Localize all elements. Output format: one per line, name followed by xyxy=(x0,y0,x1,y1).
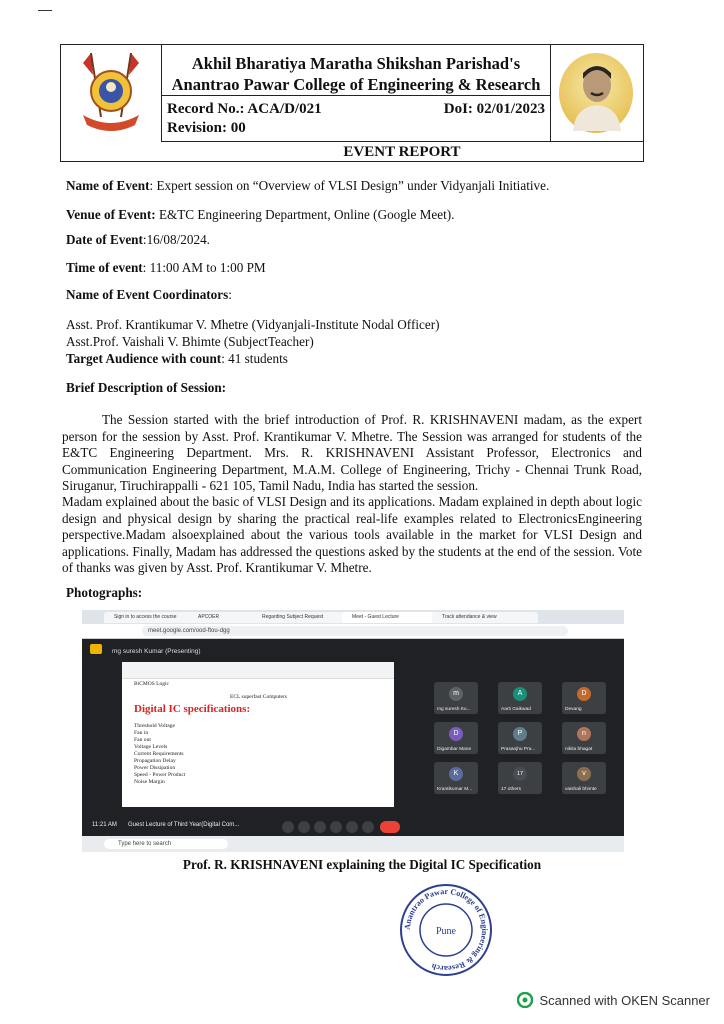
present-icon xyxy=(346,821,358,833)
slide-item: Power Dissipation xyxy=(134,765,176,771)
participant-tile xyxy=(434,682,478,714)
participant-tile xyxy=(562,682,606,714)
report-title: EVENT REPORT xyxy=(161,141,643,162)
time-label: Time of event xyxy=(66,260,143,275)
more-icon xyxy=(362,821,374,833)
event-name-value: : Expert session on “Overview of VLSI Design” under Vidyanjali Initiative. xyxy=(149,178,550,193)
slide-item: Threshold Voltage xyxy=(134,723,175,729)
top-mark xyxy=(38,10,52,11)
browser-tab-active: Meet - Guest Lecture xyxy=(342,612,438,623)
avatar: 17 xyxy=(513,767,527,781)
participant-tile xyxy=(498,722,542,754)
participant-name: 17 others xyxy=(501,787,522,792)
coordinators-label: Name of Event Coordinators xyxy=(66,287,229,302)
description-paragraph-2: Madam explained about the basic of VLSI Design and its applications. Madam explained in depth about logic design and physical design by sharing the practical real-life examples related to ElectronicsEngineering perspective.Madam alsoexplained about the various tools available in the market for VLSI Design and applications. Finally, Madam has addressed the questions asked by the students at the end of the session. Vote of thanks was given by Asst. Prof. Krantikumar V. Mhetre. xyxy=(62,494,642,575)
event-name-label: Name of Event xyxy=(66,178,150,193)
slide-item: Fan in xyxy=(134,730,149,736)
stamp-center: Pune xyxy=(436,926,456,937)
slide-item: Voltage Levels xyxy=(134,744,168,750)
participant-name: Devang xyxy=(565,707,582,712)
browser-tab: Sign in to access the course xyxy=(104,612,194,623)
slide-item: Fan out xyxy=(134,737,151,743)
slide-item: Speed - Power Product xyxy=(134,772,186,778)
portrait-icon xyxy=(551,45,643,141)
audience-label: Target Audience with count xyxy=(66,351,222,366)
photographs-heading: Photographs: xyxy=(66,585,143,600)
slide-toolbar xyxy=(122,662,394,679)
participant-name: nikita bhagat xyxy=(565,747,593,752)
participant-name: Aarti Gaikwad xyxy=(501,707,531,712)
avatar: K xyxy=(449,767,463,781)
slide-item: Noise Margin xyxy=(134,779,165,785)
browser-tab: Regarding Subject Request xyxy=(252,612,348,623)
description-paragraph-1: The Session started with the brief introduction of Prof. R. KRISHNAVENI madam, as the expert person for the session by Asst. Prof. Krantikumar V. Mhetre. The Session was arranged for students of the E&TC Engineering Department. Mrs. R. KRISHNAVENI Assistant Professor, Electronics and Communication Engineering Department, M.A.M. College of Engineering, Trichy - Chennai Trunk Road, Siruganur, Tiruchirappalli - 621 105, Tamil Nadu, India has started the session. xyxy=(62,412,642,493)
coordinator-1: Asst. Prof. Krantikumar V. Mhetre (Vidyanjali-Institute Nodal Officer) xyxy=(66,317,440,332)
url-field: meet.google.com/ood-ftou-dgg xyxy=(142,626,568,636)
shared-slide xyxy=(122,662,394,807)
browser-tab: APCOER xyxy=(188,612,258,623)
participant-name: Krantikumar M... xyxy=(437,787,473,792)
avatar: n xyxy=(577,727,591,741)
date-of-issue: DoI: 02/01/2023 xyxy=(443,101,545,117)
windows-taskbar xyxy=(82,836,624,852)
taskbar-search: Type here to search xyxy=(104,839,228,849)
college-logo xyxy=(61,45,162,141)
meet-screenshot xyxy=(82,610,624,852)
avatar: m xyxy=(449,687,463,701)
slide-item: Propagation Delay xyxy=(134,758,176,764)
participant-name: mg suresh Ku... xyxy=(437,707,471,712)
description-heading: Brief Description of Session: xyxy=(66,380,227,395)
avatar: v xyxy=(577,767,591,781)
record-number: Record No.: ACA/D/021 xyxy=(167,101,322,117)
time-row xyxy=(66,260,266,276)
participant-tile xyxy=(498,762,542,794)
participant-tile xyxy=(434,762,478,794)
venue-value: E&TC Engineering Department, Online (Google Meet). xyxy=(155,207,455,222)
avatar: A xyxy=(513,687,527,701)
meet-time: 11:21 AM xyxy=(92,822,117,828)
meet-controls-bar xyxy=(82,818,624,836)
avatar: D xyxy=(449,727,463,741)
browser-tab: Track attendance & view xyxy=(432,612,538,623)
event-name-row xyxy=(66,178,549,194)
avatar: D xyxy=(577,687,591,701)
time-value: : 11:00 AM to 1:00 PM xyxy=(142,260,266,275)
mic-icon xyxy=(282,821,294,833)
slide-text: ECL superfast Computers xyxy=(230,694,287,700)
participant-name: Prasanjhu Pra... xyxy=(501,747,536,752)
photo-caption: Prof. R. KRISHNAVENI explaining the Digital IC Specification xyxy=(182,857,542,872)
audience-value: : 41 students xyxy=(221,351,288,366)
scanner-text: Scanned with OKEN Scanner xyxy=(539,992,710,1008)
coordinators-row xyxy=(66,287,232,303)
coordinators-colon: : xyxy=(228,287,232,302)
participant-name: Digambar Mane xyxy=(437,747,472,752)
presenter-label: mg suresh Kumar (Presenting) xyxy=(112,648,201,655)
venue-row xyxy=(66,207,454,223)
participant-tile xyxy=(562,762,606,794)
captions-icon xyxy=(314,821,326,833)
date-value: :16/08/2024. xyxy=(142,232,210,247)
slide-item: Current Requirements xyxy=(134,751,184,757)
end-call-icon xyxy=(380,821,400,833)
participant-tile xyxy=(562,722,606,754)
stamp-text: Anantrao Pawar College of Engineering & Research xyxy=(402,886,490,974)
slide-text: BiCMOS Logic xyxy=(134,681,169,687)
record-row xyxy=(161,95,551,142)
coordinator-2: Asst.Prof. Vaishali V. Bhimte (SubjectTeacher) xyxy=(66,334,314,349)
camera-icon xyxy=(298,821,310,833)
college-name: Anantrao Pawar College of Engineering & Research xyxy=(171,75,541,94)
audience-row xyxy=(66,351,288,367)
raise-hand-icon xyxy=(330,821,342,833)
participant-tile xyxy=(434,722,478,754)
institution-name: Akhil Bharatiya Maratha Shikshan Parishad's xyxy=(191,54,521,73)
date-row xyxy=(66,232,210,248)
scanner-watermark xyxy=(517,992,710,1008)
venue-label: Venue of Event: xyxy=(66,207,156,222)
document-header xyxy=(60,44,644,162)
avatar: P xyxy=(513,727,527,741)
founder-photo xyxy=(550,45,643,141)
slide-title: Digital IC specifications: xyxy=(134,703,251,715)
browser-url-bar xyxy=(82,624,624,639)
oken-logo-icon xyxy=(517,992,533,1008)
meet-logo-icon xyxy=(90,644,102,654)
revision: Revision: 00 xyxy=(167,120,246,136)
participant-name: vaishali bhimte xyxy=(565,787,597,792)
browser-tab-bar xyxy=(82,610,624,624)
date-label: Date of Event xyxy=(66,232,143,247)
meet-title: Guest Lecture of Third Year(Digital Com... xyxy=(128,822,240,828)
logo-emblem-icon xyxy=(61,45,161,141)
participant-tile xyxy=(498,682,542,714)
college-stamp xyxy=(398,882,494,978)
